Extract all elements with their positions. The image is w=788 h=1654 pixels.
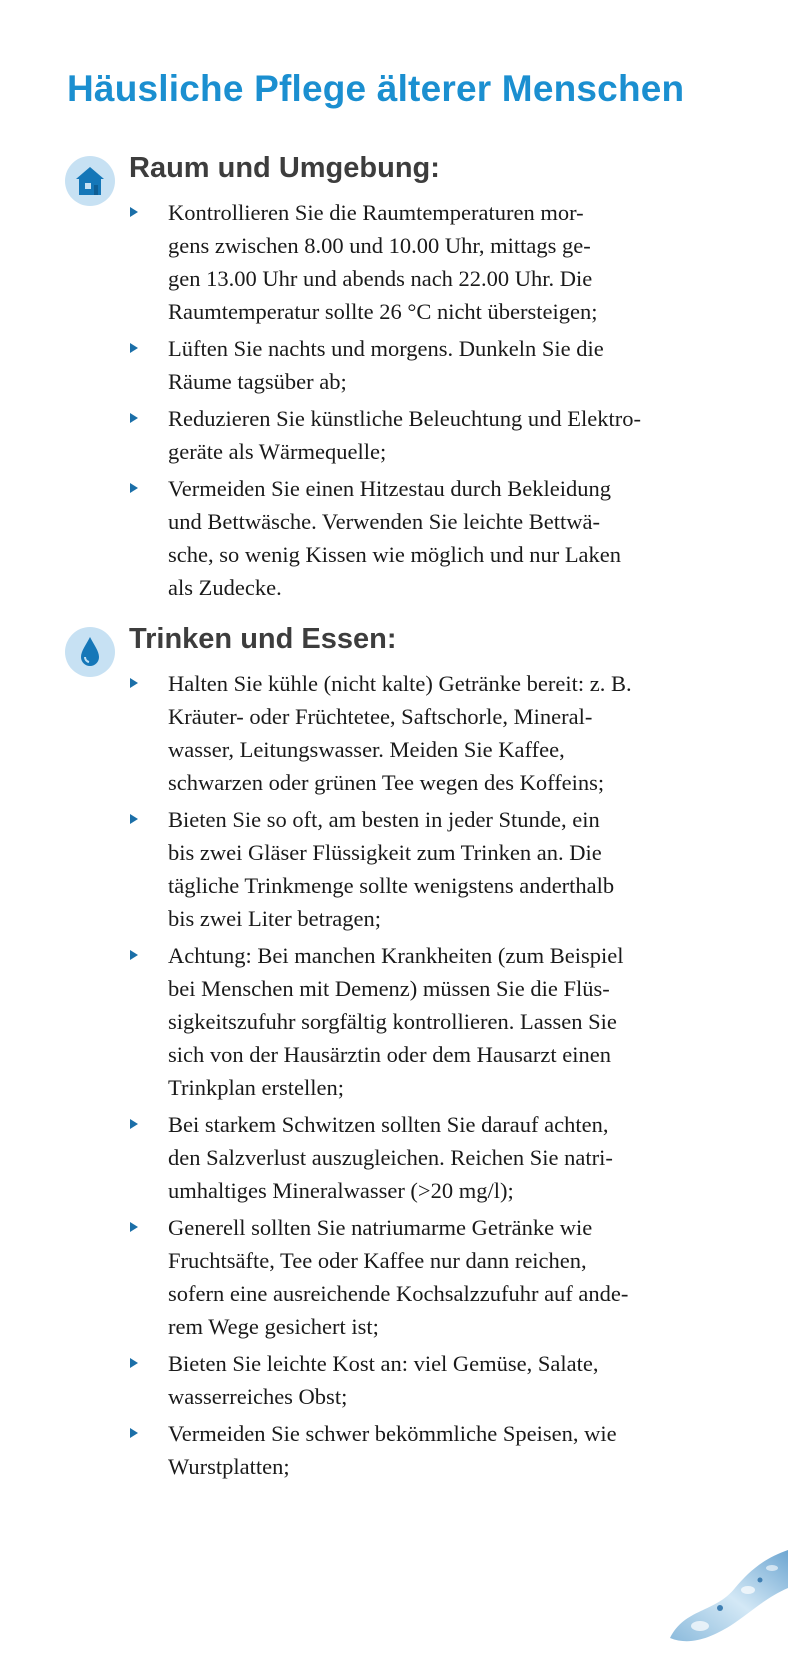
list-item: Vermeiden Sie einen Hitzestau durch Bekleidung und Bettwäsche. Verwenden Sie leichte Bettwä- sche, so wenig Kissen wie möglich und nur Laken als Zudecke.	[0, 472, 641, 604]
page-title: Häusliche Pflege älterer Menschen	[67, 68, 685, 109]
arrow-bullet-icon	[130, 413, 138, 423]
arrow-bullet-icon	[130, 483, 138, 493]
list-item: Halten Sie kühle (nicht kalte) Getränke bereit: z. B. Kräuter- oder Früchtetee, Saftschorle, Mineral- wasser, Leitungswasser. Meiden Sie Kaffee, schwarzen oder grünen Tee wegen des Koffeins;	[0, 667, 632, 799]
arrow-bullet-icon	[130, 1222, 138, 1232]
bullet-list	[0, 667, 632, 1487]
arrow-bullet-icon	[130, 678, 138, 688]
section-heading: Raum und Umgebung:	[129, 152, 440, 184]
list-item: Bei starkem Schwitzen sollten Sie darauf achten, den Salzverlust auszugleichen. Reichen Sie natri- umhaltiges Mineralwasser (>20 mg/l);	[0, 1108, 632, 1207]
water-splash-icon	[660, 1528, 788, 1648]
arrow-bullet-icon	[130, 343, 138, 353]
list-item: Lüften Sie nachts und morgens. Dunkeln Sie die Räume tagsüber ab;	[0, 332, 641, 398]
list-item: Achtung: Bei manchen Krankheiten (zum Beispiel bei Menschen mit Demenz) müssen Sie die Flüs- sigkeitszufuhr sorgfältig kontrollieren. Lassen Sie sich von der Hausärztin oder dem Hausarzt einen Trinkplan erstellen;	[0, 939, 632, 1104]
list-item: Bieten Sie so oft, am besten in jeder Stunde, ein bis zwei Gläser Flüssigkeit zum Trinken an. Die tägliche Trinkmenge sollte wenigstens anderthalb bis zwei Liter betragen;	[0, 803, 632, 935]
arrow-bullet-icon	[130, 1119, 138, 1129]
arrow-bullet-icon	[130, 1358, 138, 1368]
section-heading: Trinken und Essen:	[129, 623, 397, 655]
list-item: Generell sollten Sie natriumarme Getränke wie Fruchtsäfte, Tee oder Kaffee nur dann reichen, sofern eine ausreichende Kochsalzzufuhr auf ande- rem Wege gesichert ist;	[0, 1211, 632, 1343]
list-item: Reduzieren Sie künstliche Beleuchtung und Elektro- geräte als Wärmequelle;	[0, 402, 641, 468]
arrow-bullet-icon	[130, 950, 138, 960]
arrow-bullet-icon	[130, 207, 138, 217]
list-item: Vermeiden Sie schwer bekömmliche Speisen, wie Wurstplatten;	[0, 1417, 632, 1483]
list-item: Bieten Sie leichte Kost an: viel Gemüse, Salate, wasserreiches Obst;	[0, 1347, 632, 1413]
arrow-bullet-icon	[130, 814, 138, 824]
arrow-bullet-icon	[130, 1428, 138, 1438]
bullet-list	[0, 196, 641, 608]
list-item: Kontrollieren Sie die Raumtemperaturen mor- gens zwischen 8.00 und 10.00 Uhr, mittags ge- gen 13.00 Uhr und abends nach 22.00 Uhr. Die Raumtemperatur sollte 26 °C nicht übersteigen;	[0, 196, 641, 328]
